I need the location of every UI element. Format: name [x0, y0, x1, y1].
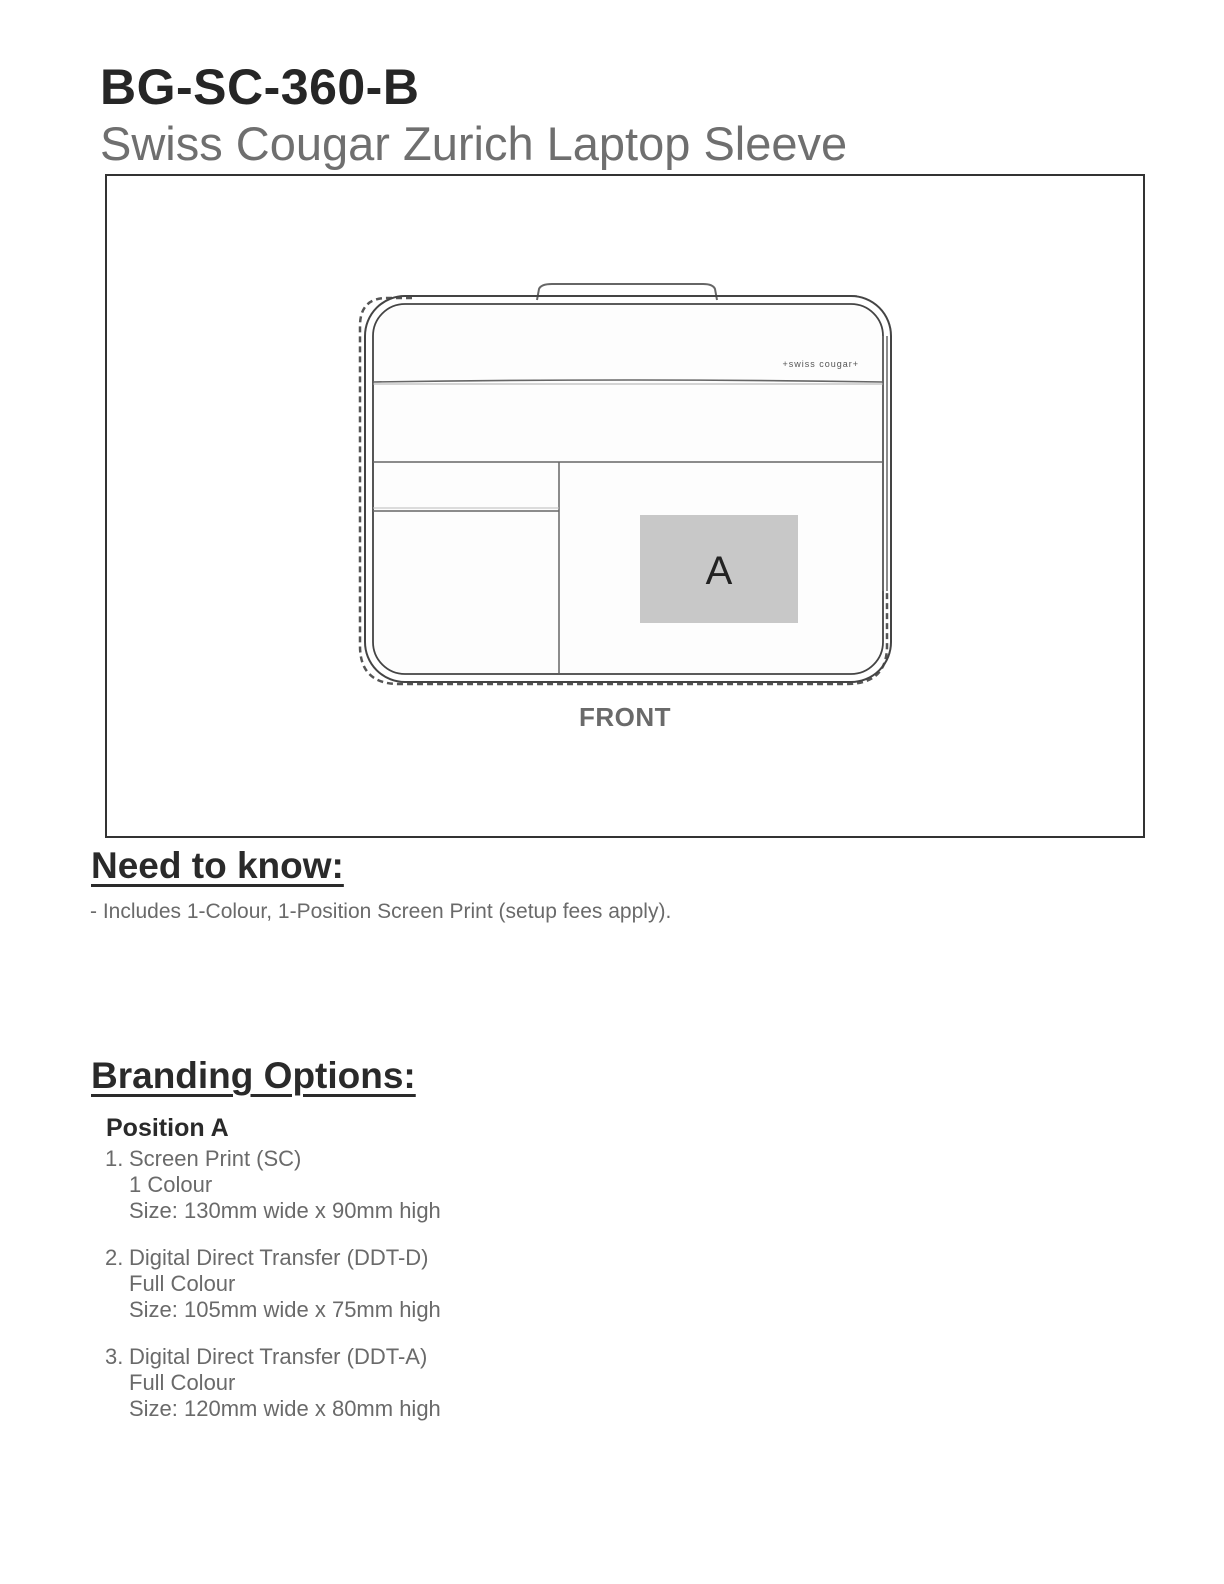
option-size: Size: 120mm wide x 80mm high — [129, 1396, 441, 1421]
option-method: Digital Direct Transfer (DDT-D) — [129, 1245, 429, 1270]
option-number: 2. — [105, 1245, 124, 1270]
brand-mark: +swiss cougar+ — [782, 359, 859, 369]
handle — [537, 284, 717, 300]
product-title: Swiss Cougar Zurich Laptop Sleeve — [100, 117, 848, 170]
print-area-label: A — [705, 549, 733, 593]
option-colour: Full Colour — [129, 1370, 236, 1395]
option-number: 1. — [105, 1146, 124, 1171]
product-code: BG-SC-360-B — [100, 59, 420, 115]
option-colour: 1 Colour — [129, 1172, 213, 1197]
option-colour: Full Colour — [129, 1271, 236, 1296]
branding-options-list — [105, 1146, 441, 1443]
option-method: Screen Print (SC) — [129, 1146, 302, 1171]
option-number: 3. — [105, 1344, 124, 1369]
need-to-know-text: - Includes 1-Colour, 1-Position Screen Print (setup fees apply). — [90, 900, 672, 923]
list-item — [105, 1245, 441, 1323]
position-a-heading: Position A — [106, 1114, 229, 1142]
branding-options-heading: Branding Options: — [91, 1055, 416, 1096]
need-to-know-heading: Need to know: — [91, 845, 344, 886]
laptop-sleeve-drawing — [107, 176, 1143, 836]
option-method: Digital Direct Transfer (DDT-A) — [129, 1344, 428, 1369]
list-item — [105, 1146, 441, 1224]
option-size: Size: 130mm wide x 90mm high — [129, 1198, 441, 1223]
product-diagram-frame — [105, 174, 1145, 838]
list-item — [105, 1344, 441, 1422]
view-label: FRONT — [578, 702, 672, 732]
option-size: Size: 105mm wide x 75mm high — [129, 1297, 441, 1322]
